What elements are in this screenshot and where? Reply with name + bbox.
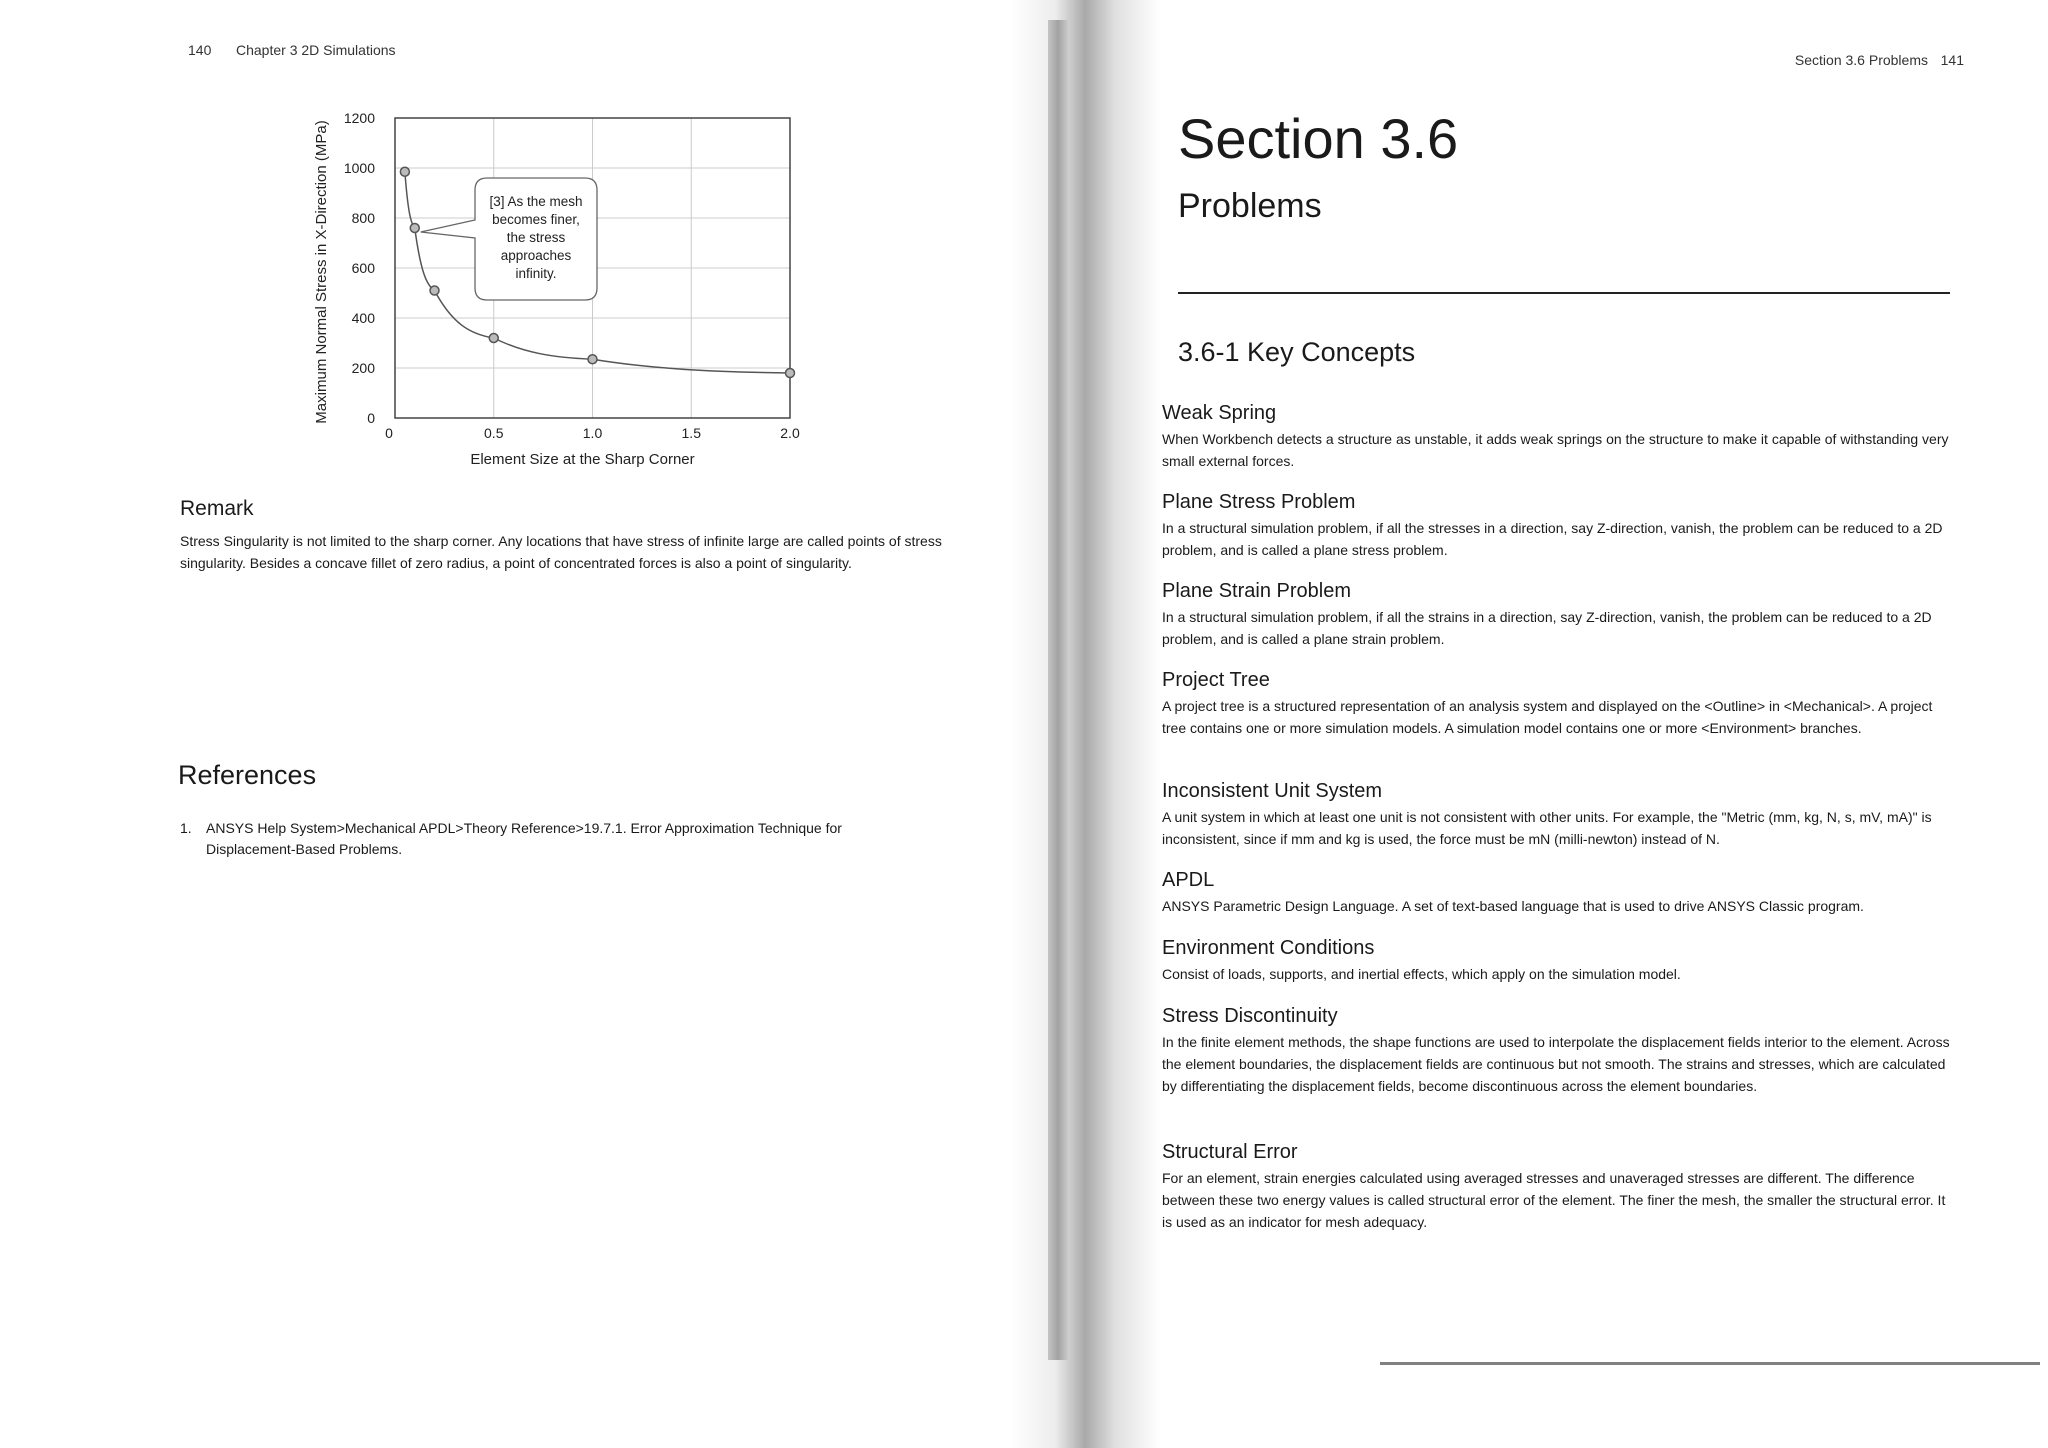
concept-item [1162,1003,1952,1097]
y-axis-label: Maximum Normal Stress in X-Direction (MPa) [313,120,330,424]
concept-term: Plane Stress Problem [1162,491,1356,513]
y-tick-label: 0 [367,410,375,426]
remark-body: Stress Singularity is not limited to the sharp corner. Any locations that have stress of infinite large are called points of stress singularity. Besides a concave fillet of zero radius, a point of concentrated forces is also a point of singularity. [180,533,942,571]
concept-item [1162,400,1952,472]
concept-term: Environment Conditions [1162,937,1375,959]
remark-title: Remark [180,497,254,520]
x-tick-label: 0 [385,425,393,441]
x-tick-label: 2.0 [780,425,800,441]
concept-item [1162,578,1952,650]
concept-term: Stress Discontinuity [1162,1005,1338,1027]
callout-text: infinity. [515,266,557,281]
section-subtitle: Problems [1178,187,1322,225]
x-axis-label: Element Size at the Sharp Corner [470,451,695,468]
concept-term: Plane Strain Problem [1162,580,1351,602]
concept-item [1162,935,1952,985]
concept-item [1162,867,1952,917]
x-tick-label: 1.0 [582,425,603,441]
concept-definition: Consist of loads, supports, and inertial effects, which apply on the simulation model. [1162,966,1681,982]
concept-term: Inconsistent Unit System [1162,780,1383,802]
concept-definition: A project tree is a structured representation of an analysis system and displayed on the <Outline> in <Mechanical>. A project tree contains one or more simulation models. A simulation model contains one or more <Environment> branches. [1162,698,1933,736]
reference-text: ANSYS Help System>Mechanical APDL>Theory Reference>19.7.1. Error Approximation Technique for Displacement-Based Problems. [206,820,842,857]
section-divider [1178,292,1950,294]
callout-text: approaches [500,248,572,263]
page-number: 140 [188,42,212,58]
y-tick-label: 600 [351,260,375,276]
concept-definition: In a structural simulation problem, if all the stresses in a direction, say Z-direction, vanish, the problem can be reduced to a 2D problem, and is called a plane stress problem. [1162,520,1943,558]
x-tick-label: 1.5 [681,425,701,441]
y-tick-label: 1200 [343,110,375,126]
concept-term: Project Tree [1162,669,1270,691]
concept-definition: When Workbench detects a structure as unstable, it adds weak springs on the structure to make it capable of withstanding very small external forces. [1162,431,1949,469]
concept-term: Structural Error [1162,1141,1298,1163]
y-tick-label: 400 [351,310,375,326]
concept-term: APDL [1162,869,1215,891]
section-heading: Section 3.6 [1178,107,1459,170]
callout-text: becomes finer, [492,212,580,227]
y-tick-label: 800 [351,210,375,226]
concept-definition: In the finite element methods, the shape functions are used to interpolate the displacement fields interior to the element. Across the element boundaries, the displacement fields are continuous but not smooth. The strains and stresses, which are calculated by differentiating the displacement fields, become discontinuous across the element boundaries. [1162,1034,1950,1094]
callout-text: [3] As the mesh [489,194,583,209]
concept-definition: ANSYS Parametric Design Language. A set of text-based language that is used to drive ANSYS Classic program. [1162,898,1864,914]
concept-item [1162,667,1952,739]
concept-term: Weak Spring [1162,402,1277,424]
callout-text: the stress [506,230,566,245]
running-head: Chapter 3 2D Simulations [236,42,396,58]
key-concepts-title: 3.6-1 Key Concepts [1178,337,1416,367]
reference-number: 1. [180,820,192,836]
concept-definition: For an element, strain energies calculated using averaged stresses and unaveraged stresses are different. The difference between these two energy values is called structural error of the element. The finer the mesh, the smaller the structural error. It is used as an indicator for mesh adequacy. [1162,1170,1946,1230]
references-title: References [178,760,317,790]
x-tick-label: 0.5 [484,425,504,441]
concept-item [1162,778,1952,850]
concept-item [1162,1139,1952,1233]
y-tick-label: 1000 [343,160,375,176]
concept-item [1162,489,1952,561]
concept-definition: In a structural simulation problem, if all the strains in a direction, say Z-direction, vanish, the problem can be reduced to a 2D problem, and is called a plane strain problem. [1162,609,1932,647]
page-number: 141 [1940,52,1964,68]
concept-definition: A unit system in which at least one unit is not consistent with other units. For example, the "Metric (mm, kg, N, s, mV, mA)" is inconsistent, since if mm and kg is used, the force must be mN (milli-newton) instead of N. [1162,809,1932,847]
running-head: Section 3.6 Problems [1794,52,1928,68]
y-tick-label: 200 [351,360,375,376]
